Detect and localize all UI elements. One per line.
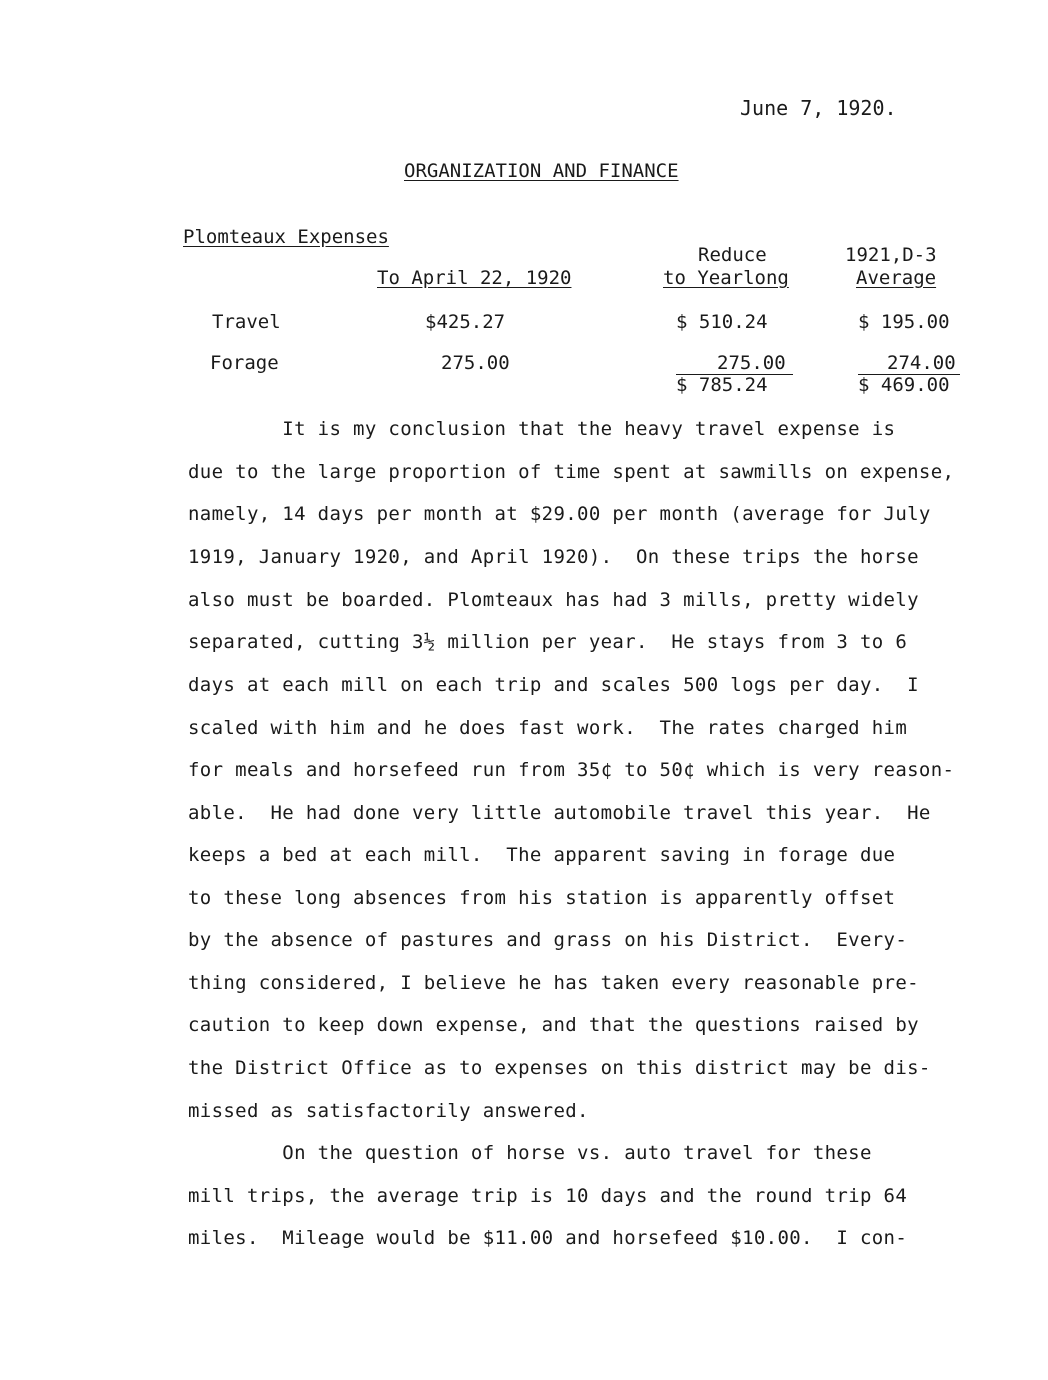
col-header-reduce-line1: Reduce <box>698 244 767 266</box>
cell-average: $ 195.00 <box>858 311 950 333</box>
text-line: the District Office as to expenses on this district may be dis- <box>188 1057 931 1079</box>
cell-to-date: $425.27 <box>425 311 506 333</box>
col-header-reduce-line2: to Yearlong <box>663 267 789 289</box>
text-line: missed as satisfactorily answered. <box>188 1100 589 1122</box>
text-line: mill trips, the average trip is 10 days and the round trip 64 <box>188 1185 908 1207</box>
col-header-avg-line2: Average <box>856 267 937 289</box>
text-line: thing considered, I believe he has taken every reasonable pre- <box>188 972 919 994</box>
text-line: On the question of horse vs. auto travel for these <box>188 1142 872 1164</box>
cell-to-date: 275.00 <box>441 352 510 374</box>
text-line: by the absence of pastures and grass on his District. Every- <box>188 929 908 951</box>
row-label: Forage <box>210 352 279 374</box>
total-reduce: $ 785.24 <box>676 374 768 396</box>
document-date: June 7, 1920. <box>740 96 897 120</box>
text-line: for meals and horsefeed run from 35¢ to 50¢ which is very reason- <box>188 759 955 781</box>
cell-reduce: $ 510.24 <box>676 311 768 333</box>
cell-reduce: 275.00 <box>717 352 786 374</box>
col-header-avg-line1: 1921,D-3 <box>845 244 937 266</box>
text-line: days at each mill on each trip and scales 500 logs per day. I <box>188 674 919 696</box>
text-line: scaled with him and he does fast work. The rates charged him <box>188 717 908 739</box>
text-line: 1919, January 1920, and April 1920). On these trips the horse <box>188 546 919 568</box>
text-line: to these long absences from his station is apparently offset <box>188 887 896 909</box>
col-header-to-date: To April 22, 1920 <box>377 267 572 289</box>
text-line: also must be boarded. Plomteaux has had 3 mills, pretty widely <box>188 589 919 611</box>
total-average: $ 469.00 <box>858 374 950 396</box>
cell-average: 274.00 <box>887 352 956 374</box>
text-line: miles. Mileage would be $11.00 and horsefeed $10.00. I con- <box>188 1227 908 1249</box>
text-line: keeps a bed at each mill. The apparent saving in forage due <box>188 844 896 866</box>
text-line: caution to keep down expense, and that the questions raised by <box>188 1014 919 1036</box>
section-title: Plomteaux Expenses <box>183 226 389 248</box>
text-line: It is my conclusion that the heavy travel expense is <box>188 418 896 440</box>
text-line: able. He had done very little automobile travel this year. He <box>188 802 931 824</box>
text-line: namely, 14 days per month at $29.00 per month (average for July <box>188 503 931 525</box>
text-line: separated, cutting 3½ million per year. He stays from 3 to 6 <box>188 631 908 653</box>
row-label: Travel <box>212 311 281 333</box>
text-line: due to the large proportion of time spent at sawmills on expense, <box>188 461 955 483</box>
document-heading: ORGANIZATION AND FINANCE <box>404 160 679 182</box>
